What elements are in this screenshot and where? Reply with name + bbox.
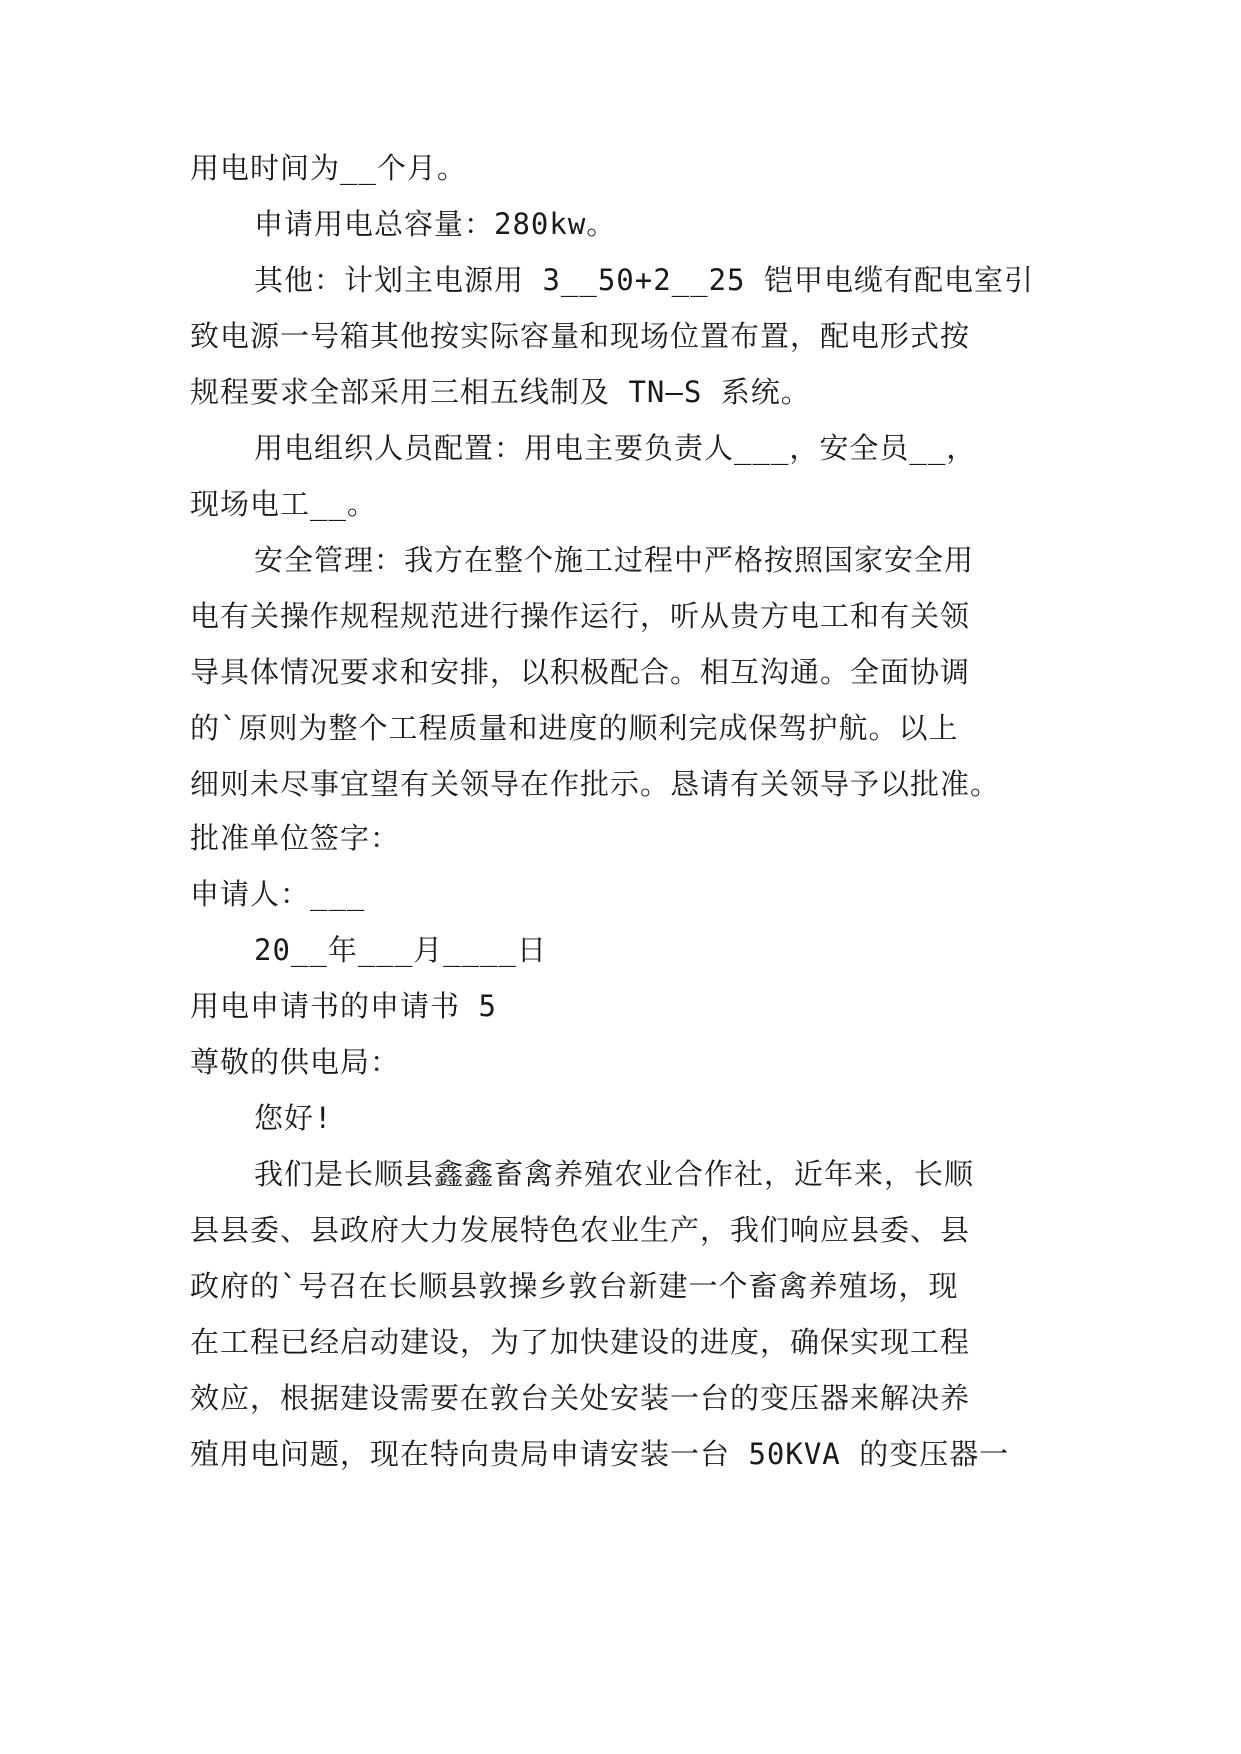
text-line: 我们是长顺县鑫鑫畜禽养殖农业合作社，近年来，长顺 xyxy=(254,1157,975,1191)
text-line: 申请人：___ xyxy=(190,877,366,911)
text-line: 安全管理：我方在整个施工过程中严格按照国家安全用 xyxy=(254,543,975,577)
text-line: 电有关操作规程规范进行操作运行，听从贵方电工和有关领 xyxy=(190,599,971,633)
text-line: 申请用电总容量：280kw。 xyxy=(254,207,617,241)
text-line: 导具体情况要求和安排，以积极配合。相互沟通。全面协调 xyxy=(190,655,971,689)
text-line: 批准单位签字： xyxy=(190,821,401,855)
text-line: 尊敬的供电局： xyxy=(190,1045,401,1079)
text-line: 细则未尽事宜望有关领导在作批示。恳请有关领导予以批准。 xyxy=(190,767,1001,801)
text-line: 的`原则为整个工程质量和进度的顺利完成保驾护航。以上 xyxy=(190,711,959,745)
text-line: 20__年___月____日 xyxy=(254,933,548,967)
text-line: 殖用电问题，现在特向贵局申请安装一台 50KVA 的变压器一 xyxy=(190,1437,1010,1471)
text-line: 用电申请书的申请书 5 xyxy=(190,989,497,1023)
text-line: 致电源一号箱其他按实际容量和现场位置布置，配电形式按 xyxy=(190,319,971,353)
text-line: 其他：计划主电源用 3__50+2__25 铠甲电缆有配电室引 xyxy=(254,263,1034,297)
text-line: 规程要求全部采用三相五线制及 TN—S 系统。 xyxy=(190,375,811,409)
text-line: 在工程已经启动建设，为了加快建设的进度，确保实现工程 xyxy=(190,1325,971,1359)
text-line: 用电时间为__个月。 xyxy=(190,151,467,185)
text-line: 用电组织人员配置：用电主要负责人___，安全员__， xyxy=(254,431,977,465)
text-line: 县县委、县政府大力发展特色农业生产，我们响应县委、县 xyxy=(190,1213,971,1247)
text-line: 您好! xyxy=(254,1101,333,1135)
text-line: 效应，根据建设需要在敦台关处安装一台的变压器来解决养 xyxy=(190,1381,971,1415)
text-line: 现场电工__。 xyxy=(190,487,377,521)
text-line: 政府的`号召在长顺县敦操乡敦台新建一个畜禽养殖场，现 xyxy=(190,1269,959,1303)
